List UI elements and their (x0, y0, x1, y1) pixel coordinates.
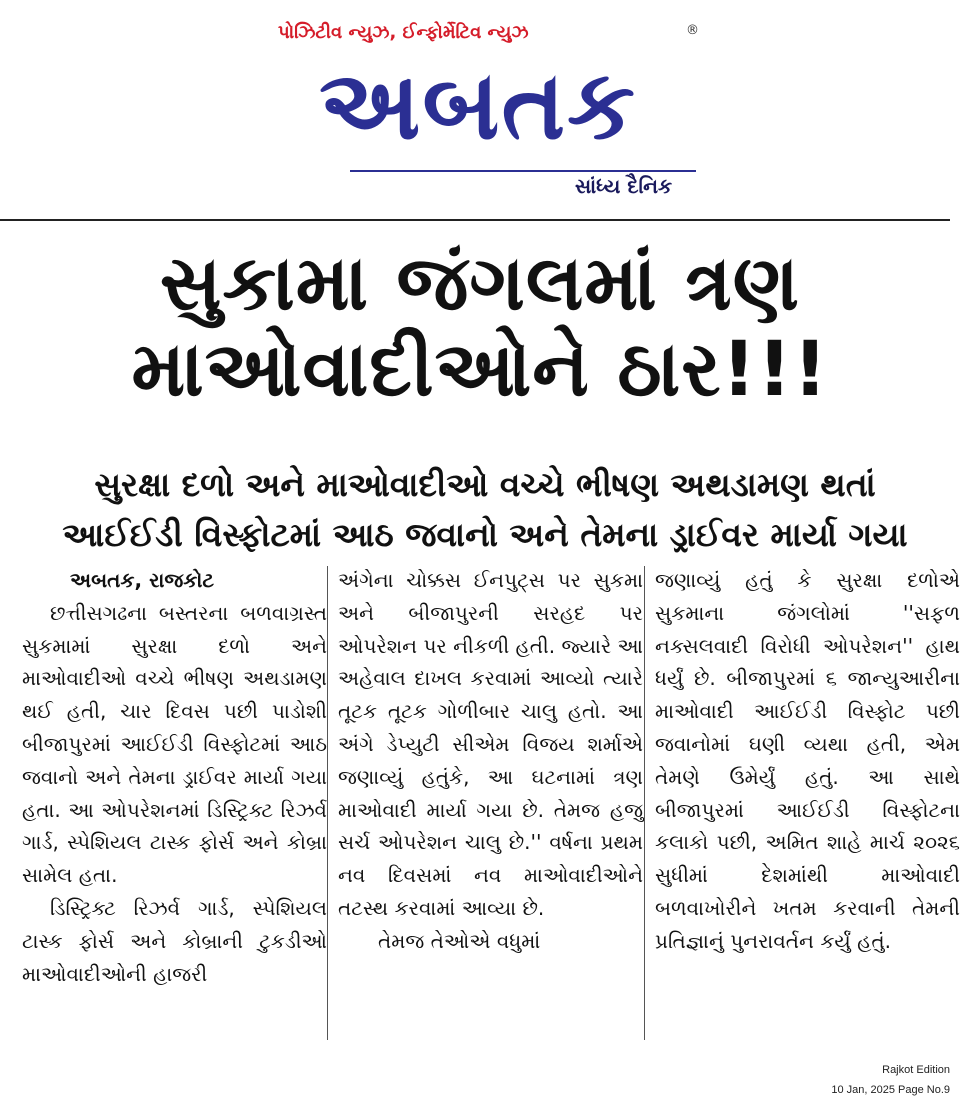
column-2-paragraph-2: તેમજ તેઓએ વધુમાં (378, 928, 541, 953)
article-column-3 (655, 564, 960, 958)
masthead-subtitle: સાંધ્ય દૈનિક (575, 174, 673, 198)
headline-line-1: સુકામા જંગલમાં ત્રણ (159, 238, 801, 327)
masthead-tagline: પોઝિટીવ ન્યુઝ, ઈન્ફોર્મેટિવ ન્યુઝ (278, 22, 529, 43)
logo-underline (350, 170, 696, 172)
subhead-line-1: સુરક્ષા દળો અને માઓવાદીઓ વચ્ચે ભીષણ અથડામણ થતાં (94, 465, 876, 504)
newspaper-logo (255, 48, 701, 168)
article-column-2 (338, 564, 643, 958)
masthead (0, 0, 962, 222)
article-subheadline (20, 460, 950, 560)
registered-mark: ® (686, 23, 699, 38)
column-3-paragraph-1: જણાવ્યું હતું કે સુરક્ષા દળોએ સુકમાના જંગલોમાં ''સફળ નક્સલવાદી વિરોધી ઓપરેશન'' હાથ ધર્યું છે. બીજાપુરમાં ૬ જાન્યુઆરીના માઓવાદી આઈઈડી વિસ્ફોટ પછી જવાનોમાં ઘણી વ્યથા હતી, એમ તેમણે ઉમેર્યું હતું. આ સાથે બીજાપુરમાં આઈઈડી વિસ્ફોટના કલાકો પછી, અમિત શાહે માર્ચ ૨૦૨૬ સુધીમાં દેશમાંથી માઓવાદી બળવાખોરીને ખતમ કરવાની તેમની પ્રતિજ્ઞાનું પુનરાવર્તન કર્યું હતું. (655, 568, 960, 953)
column-divider-1 (327, 566, 328, 1040)
masthead-divider (0, 219, 950, 221)
logo-text: અબતક (319, 49, 637, 161)
article-column-1 (22, 564, 327, 990)
headline-line-2: માઓવાદીઓને ઠાર!!! (131, 324, 829, 413)
date-page-label: 10 Jan, 2025 Page No.9 (831, 1084, 950, 1096)
edition-label: Rajkot Edition (882, 1064, 950, 1076)
subhead-line-2: આઈઈડી વિસ્ફોટમાં આઠ જવાનો અને તેમના ડ્રાઈવર માર્યા ગયા (62, 515, 908, 554)
column-1-paragraph-2: ડિસ્ટ્રિક્ટ રિઝર્વ ગાર્ડ, સ્પેશિયલ ટાસ્ક ફોર્સ અને કોબ્રાની ટુકડીઓ માઓવાદીઓની હાજરી (22, 895, 327, 986)
column-divider-2 (644, 566, 645, 1040)
dateline: અબતક, રાજકોટ (70, 568, 215, 592)
column-1-paragraph-1: છત્તીસગઢના બસ્તરના બળવાગ્રસ્ત સુકમામાં સુરક્ષા દળો અને માઓવાદીઓ વચ્ચે ભીષણ અથડામણ થઈ હતી, ચાર દિવસ પછી પાડોશી બીજાપુરમાં આઈઈડી વિસ્ફોટમાં આઠ જવાનો અને તેમના ડ્રાઈવર માર્યા ગયા હતા. આ ઓપરેશનમાં ડિસ્ટ્રિક્ટ રિઝર્વ ગાર્ડ, સ્પેશિયલ ટાસ્ક ફોર્સ અને કોબ્રા સામેલ હતા. (22, 600, 327, 888)
column-2-paragraph-1: અંગેના ચોક્કસ ઈનપુટ્સ પર સુકમા અને બીજાપુરની સરહદ પર ઓપરેશન પર નીકળી હતી. જ્યારે આ અહેવાલ દાખલ કરવામાં આવ્યો ત્યારે તૂટક તૂટક ગોળીબાર ચાલુ હતો. આ અંગે ડેપ્યુટી સીએમ વિજય શર્માએ જણાવ્યું હતુંકે, આ ઘટનામાં ત્રણ માઓવાદી માર્યા ગયા છે. તેમજ હજુ સર્ચ ઓપરેશન ચાલુ છે.'' વર્ષના પ્રથમ નવ દિવસમાં નવ માઓવાદીઓને તટસ્થ કરવામાં આવ્યા છે. (338, 568, 643, 920)
article-headline (20, 240, 940, 412)
